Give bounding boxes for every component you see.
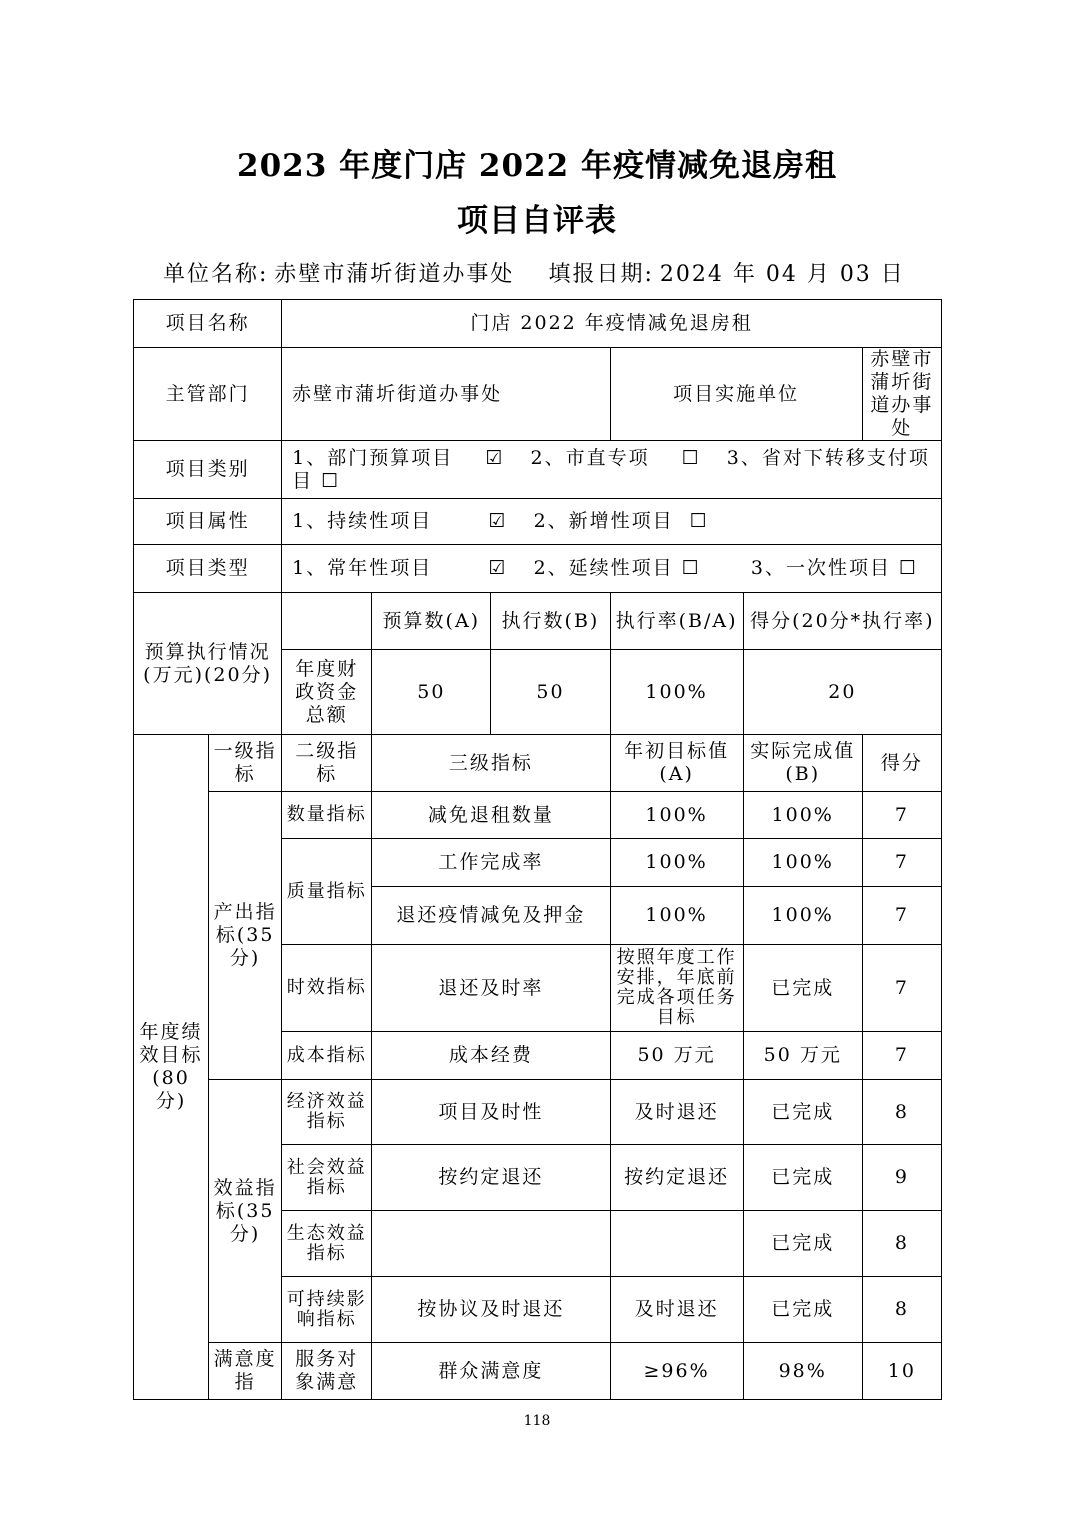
checkbox-checked-icon: ☑ xyxy=(488,510,508,532)
indicator-l3: 群众满意度 xyxy=(372,1343,610,1400)
exec-num-header: 执行数(B) xyxy=(491,593,610,650)
budget-rate-value: 100% xyxy=(610,650,743,735)
budget-b-value: 50 xyxy=(491,650,610,735)
indicator-actual: 98% xyxy=(743,1343,862,1400)
indicator-score: 8 xyxy=(862,1211,941,1277)
type-option-1: 1、常年性项目 xyxy=(292,557,433,579)
indicator-target: 50 万元 xyxy=(610,1032,743,1080)
attribute-option-2: 2、新增性项目 xyxy=(533,510,674,532)
category-option-2: 2、市直专项 xyxy=(530,446,650,469)
exec-rate-header: 执行率(B/A) xyxy=(610,593,743,650)
annual-goal-label: 年度绩效目标(80分) xyxy=(134,735,209,1400)
dept-value: 赤壁市蒲圻街道办事处 xyxy=(282,348,610,441)
dept-label: 主管部门 xyxy=(134,348,282,441)
budget-blank-cell xyxy=(282,593,372,650)
indicator-actual: 已完成 xyxy=(743,1277,862,1343)
indicator-l2: 时效指标 xyxy=(282,945,372,1032)
indicator-target: ≥96% xyxy=(610,1343,743,1400)
indicator-l2: 服务对象满意 xyxy=(282,1343,372,1400)
indicator-target xyxy=(610,1211,743,1277)
indicator-l3: 减免退租数量 xyxy=(372,792,610,839)
indicator-l2: 生态效益指标 xyxy=(282,1211,372,1277)
indicator-l3: 成本经费 xyxy=(372,1032,610,1080)
indicator-score: 10 xyxy=(862,1343,941,1400)
indicator-score: 7 xyxy=(862,945,941,1032)
checkbox-checked-icon: ☑ xyxy=(488,557,508,579)
checkbox-checked-icon: ☑ xyxy=(485,446,505,469)
indicator-target: 及时退还 xyxy=(610,1277,743,1343)
indicator-score: 8 xyxy=(862,1080,941,1145)
type-option-2: 2、延续性项目 xyxy=(533,557,674,579)
impl-unit-value: 赤壁市蒲圻街道办事处 xyxy=(862,348,941,441)
indicator-score: 7 xyxy=(862,887,941,945)
attribute-option-1: 1、持续性项目 xyxy=(292,510,433,532)
score-formula-header: 得分(20分*执行率) xyxy=(743,593,941,650)
target-header: 年初目标值(A) xyxy=(610,735,743,792)
indicator-l3: 退还疫情减免及押金 xyxy=(372,887,610,945)
indicator-l2: 可持续影响指标 xyxy=(282,1277,372,1343)
actual-header: 实际完成值(B) xyxy=(743,735,862,792)
impl-unit-label: 项目实施单位 xyxy=(610,348,862,441)
indicator-target: 100% xyxy=(610,887,743,945)
category-label: 项目类别 xyxy=(134,441,282,499)
indicator-l3: 工作完成率 xyxy=(372,839,610,887)
satisfaction-label: 满意度指 xyxy=(209,1343,282,1400)
budget-a-value: 50 xyxy=(372,650,491,735)
indicator-target: 及时退还 xyxy=(610,1080,743,1145)
indicator-target: 按照年度工作安排，年底前完成各项任务目标 xyxy=(610,945,743,1032)
indicator-actual: 已完成 xyxy=(743,1211,862,1277)
indicator-actual: 已完成 xyxy=(743,1145,862,1211)
checkbox-empty-icon: ☐ xyxy=(681,446,701,469)
budget-num-header: 预算数(A) xyxy=(372,593,491,650)
indicator-score: 7 xyxy=(862,792,941,839)
output-label: 产出指标(35分) xyxy=(209,792,282,1080)
level3-header: 三级指标 xyxy=(372,735,610,792)
indicator-actual: 100% xyxy=(743,887,862,945)
indicator-actual: 100% xyxy=(743,839,862,887)
type-label: 项目类型 xyxy=(134,545,282,593)
evaluation-table xyxy=(133,299,942,1400)
indicator-l3: 退还及时率 xyxy=(372,945,610,1032)
indicator-score: 7 xyxy=(862,839,941,887)
unit-line xyxy=(163,257,911,288)
indicator-target: 100% xyxy=(610,792,743,839)
category-options xyxy=(282,441,942,499)
checkbox-empty-icon: ☐ xyxy=(681,557,701,579)
category-option-3: 3、省对下转移支付项目 xyxy=(292,446,930,492)
indicator-score: 9 xyxy=(862,1145,941,1211)
indicator-l2: 成本指标 xyxy=(282,1032,372,1080)
indicator-l3: 按约定退还 xyxy=(372,1145,610,1211)
attribute-label: 项目属性 xyxy=(134,499,282,545)
level2-header: 二级指标 xyxy=(282,735,372,792)
checkbox-empty-icon: ☐ xyxy=(321,469,341,492)
indicator-actual: 已完成 xyxy=(743,1080,862,1145)
checkbox-empty-icon: ☐ xyxy=(899,557,919,579)
level1-header: 一级指标 xyxy=(209,735,282,792)
unit-value: 赤壁市蒲圻街道办事处 xyxy=(274,262,515,287)
annual-funds-label: 年度财政资金总额 xyxy=(282,650,372,735)
attribute-options xyxy=(282,499,942,545)
date-label: 填报日期: xyxy=(548,262,654,287)
indicator-actual: 50 万元 xyxy=(743,1032,862,1080)
checkbox-empty-icon: ☐ xyxy=(689,510,709,532)
page-number: 118 xyxy=(523,1413,551,1429)
indicator-l2: 质量指标 xyxy=(282,839,372,945)
category-option-1: 1、部门预算项目 xyxy=(292,446,454,469)
indicator-l2: 社会效益指标 xyxy=(282,1145,372,1211)
indicator-score: 8 xyxy=(862,1277,941,1343)
indicator-target: 按约定退还 xyxy=(610,1145,743,1211)
project-name-label: 项目名称 xyxy=(134,300,282,348)
project-name-value: 门店 2022 年疫情减免退房租 xyxy=(282,300,942,348)
type-options xyxy=(282,545,942,593)
title-line-1: 2023 年度门店 2022 年疫情减免退房租 xyxy=(237,148,837,184)
indicator-target: 100% xyxy=(610,839,743,887)
score-header: 得分 xyxy=(862,735,941,792)
indicator-l2: 数量指标 xyxy=(282,792,372,839)
indicator-l2: 经济效益指标 xyxy=(282,1080,372,1145)
benefit-label: 效益指标(35分) xyxy=(209,1080,282,1343)
unit-label: 单位名称: xyxy=(163,262,269,287)
indicator-actual: 100% xyxy=(743,792,862,839)
indicator-actual: 已完成 xyxy=(743,945,862,1032)
title-line-2: 项目自评表 xyxy=(457,203,617,239)
indicator-l3: 项目及时性 xyxy=(372,1080,610,1145)
budget-score-value: 20 xyxy=(743,650,941,735)
date-value: 2024 年 04 月 03 日 xyxy=(659,262,905,287)
indicator-l3: 按协议及时退还 xyxy=(372,1277,610,1343)
type-option-3: 3、一次性项目 xyxy=(750,557,891,579)
budget-exec-label: 预算执行情况(万元)(20分) xyxy=(134,593,282,735)
indicator-l3 xyxy=(372,1211,610,1277)
indicator-score: 7 xyxy=(862,1032,941,1080)
